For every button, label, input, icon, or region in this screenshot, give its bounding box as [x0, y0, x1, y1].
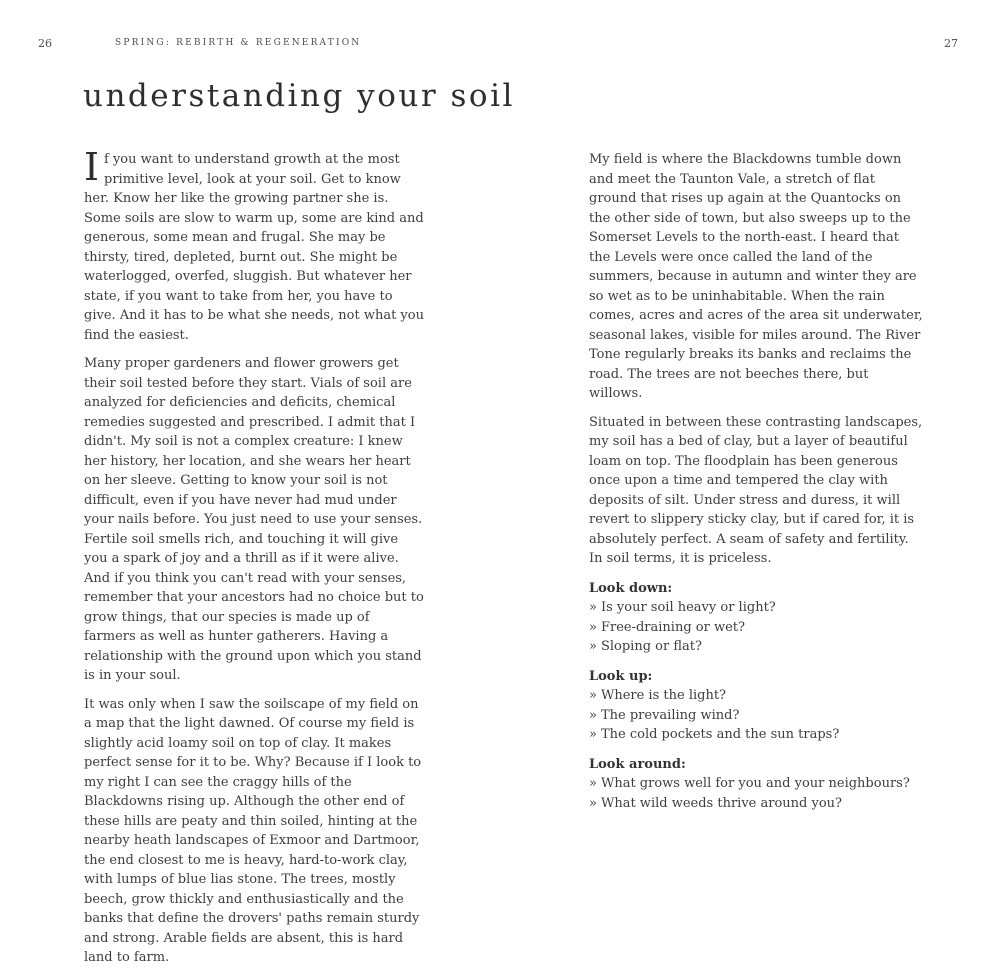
double-chevron-bullet-icon: » — [589, 795, 597, 811]
section-heading: Look around: — [589, 756, 686, 772]
paragraph: Situated in between these contrasting landscapes, my soil has a bed of clay, but a layer of beautiful loam on top. The floodplain has been generous once upon a time and tempered the clay with deposits of silt. Under stress and duress, it will revert to slippery sticky clay, but if cared for, it is absolutely perfect. A seam of safety and fertility. In soil terms, it is priceless. — [589, 414, 923, 566]
paragraph: It was only when I saw the soilscape of my field on a map that the light dawned. Of course my field is slightly acid loamy soil on top of clay. It makes perfect sense for it to be. Why? Because if I look to my right I can see the craggy hills of the Blackdowns rising up. Although the other end of these hills are peaty and thin soiled, hinting at the nearby heath landscapes of Exmoor and Dartmoor, the end closest to me is heavy, hard-to-work clay, with lumps of blue lias stone. The trees, mostly beech, grow thickly and enthusiastically and the banks that define the drovers' paths remain sturdy and strong. Arable fields are absent, this is hard land to farm. — [84, 696, 422, 965]
list-item — [589, 706, 923, 726]
double-chevron-bullet-icon: » — [589, 776, 597, 791]
double-chevron-bullet-icon: » — [589, 639, 597, 654]
paragraph: Many proper gardeners and flower growers get their soil tested before they start. Vials of soil are analyzed for deficiencies and deficits, chemical remedies suggested and prescribed. I admit that I didn't. My soil is not a complex creature: I knew her history, her location, and she wears her heart on her sleeve. Getting to know your soil is not difficult, even if you have never had mud under your nails before. You just need to use your senses. Fertile soil smells rich, and touching it will give you a spark of joy and a thrill as if it were alive. And if you think you can't read with your senses, remember that your ancestors had no choice but to grow things, that our species is made up of farmers as well as hunter gatherers. Having a relationship with the ground upon which you stand is in your soul. — [84, 356, 424, 683]
list-item — [589, 794, 923, 814]
list-item-text: Where is the light? — [600, 688, 727, 703]
list-item — [589, 637, 923, 657]
look-around-section — [589, 755, 923, 814]
page-number-left: 26 — [38, 37, 52, 50]
double-chevron-bullet-icon: » — [589, 727, 597, 742]
drop-cap: I — [84, 145, 100, 189]
look-down-section — [589, 579, 923, 657]
chapter-title: understanding your soil — [83, 78, 515, 114]
paragraph-text: f you want to understand growth at the most primitive level, look at your soil. Get to know her. Know her like the growing partner she is. Some soils are slow to warm up, some are kind and generous, some mean and frugal. She may be thirsty, tired, depleted, burnt out. She might be waterlogged, overfed, sluggish. But whatever her state, if you want to take from her, you have to give. And it has to be what she needs, not what you find the easiest. — [84, 152, 424, 343]
list-item — [589, 618, 923, 638]
list-item — [589, 774, 923, 794]
list-item-text: The prevailing wind? — [600, 707, 740, 723]
list-item — [589, 725, 923, 745]
look-up-section — [589, 667, 923, 745]
list-item-text: Free-draining or wet? — [600, 619, 745, 635]
running-header: SPRING: REBIRTH & REGENERATION — [115, 38, 362, 48]
list-item — [589, 598, 923, 618]
list-item-text: Sloping or flat? — [600, 639, 702, 654]
double-chevron-bullet-icon: » — [589, 688, 597, 703]
paragraph: My field is where the Blackdowns tumble down and meet the Taunton Vale, a stretch of flat ground that rises up again at the Quantocks on the other side of town, but also sweeps up to the Somerset Levels to the north-east. I heard that the Levels were once called the land of the summers, because in autumn and winter they are so wet as to be uninhabitable. When the rain comes, acres and acres of the area sit underwater, seasonal lakes, visible for miles around. The River Tone regularly breaks its banks and reclaims the road. The trees are not beeches there, but willows. — [589, 152, 923, 401]
double-chevron-bullet-icon: » — [589, 600, 597, 615]
list-item — [589, 686, 923, 706]
list-item-text: Is your soil heavy or light? — [600, 600, 776, 615]
section-heading: Look down: — [589, 580, 673, 596]
left-text-column — [84, 145, 424, 977]
list-item-text: The cold pockets and the sun traps? — [600, 727, 840, 742]
list-item-text: What wild weeds thrive around you? — [600, 795, 842, 811]
double-chevron-bullet-icon: » — [589, 707, 597, 723]
section-heading: Look up: — [589, 668, 653, 684]
right-text-column — [589, 150, 923, 813]
page-number-right: 27 — [944, 37, 958, 50]
double-chevron-bullet-icon: » — [589, 619, 597, 635]
list-item-text: What grows well for you and your neighbours? — [600, 776, 910, 791]
paragraph — [84, 145, 424, 345]
